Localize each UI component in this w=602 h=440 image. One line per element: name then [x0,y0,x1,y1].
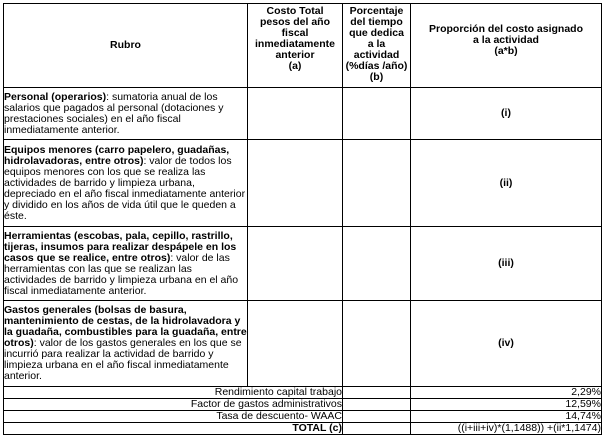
summary-blank [343,423,411,435]
header-costo-total [248,4,343,88]
summary-blank [343,399,411,411]
summary-blank [343,411,411,423]
row-description [4,227,248,301]
table-row [4,227,602,301]
summary-row [4,399,602,411]
row-text: : valor de las herramientas con las que se realizan las actividades de barrido y limpieza urbana en el año fiscal inmediatamente anterior. [4,251,239,297]
header-proporcion-line: Proporción del costo asignado [428,23,584,35]
summary-blank [343,387,411,399]
header-rubro: Rubro [4,4,248,88]
row-text: : valor de todos los equipos menores con los que se realiza las actividades de barrido y limpieza urbana, depreciado en el año fiscal inmediatamente anterior y dividido en los años de vida útil que le queden a éste. [4,154,246,222]
summary-label: Tasa de descuento- WAAC [4,411,343,423]
header-costo-line: anterior [275,49,315,61]
cell-costo-total [248,88,343,140]
row-title: Equipos menores (carro papelero, guadañas, hidrolavadoras, entre otros) [4,143,230,167]
cell-proporcion-mark: (iv) [411,301,602,387]
summary-label: Factor de gastos administrativos [4,399,343,411]
summary-label: Rendimiento capital trabajo [4,387,343,399]
total-row [4,423,602,435]
cell-costo-total [248,140,343,227]
header-proporcion-line: (a*b) [494,45,518,57]
total-label: TOTAL (c) [4,423,343,435]
row-description [4,301,248,387]
row-description [4,88,248,140]
header-row [4,4,602,88]
header-costo-line: inmediatamente [255,38,335,50]
header-costo-line: Costo Total [266,5,324,17]
header-porcentaje [343,4,411,88]
header-porcentaje-line: a la [367,38,386,50]
table-row [4,301,602,387]
header-costo-line: pesos del año [259,16,331,28]
cell-proporcion-mark: (ii) [411,140,602,227]
cell-porcentaje [343,301,411,387]
row-description [4,140,248,227]
header-porcentaje-line: Porcentaje [349,5,404,17]
summary-row [4,411,602,423]
cost-allocation-table [3,3,602,435]
summary-value: 12,59% [411,399,602,411]
row-title: Gastos generales (bolsas de basura, mantenimiento de cestas, de la hidrolavadora y la guadaña, combustibles para la guadaña, entre otros) [4,304,247,349]
row-text: : valor de los gastos generales en los que se incurrió para realizar la actividad de barrido y limpieza urbana en el año fiscal inmediatamente anterior. [4,337,242,382]
header-proporcion [411,4,602,88]
cell-costo-total [248,227,343,301]
cell-proporcion-mark: (i) [411,88,602,140]
summary-value: 2,29% [411,387,602,399]
cell-costo-total [248,301,343,387]
header-costo-line: (a) [288,60,302,72]
row-title: Personal (operarios) [4,90,107,103]
header-porcentaje-line: del tiempo [350,16,403,28]
header-porcentaje-line: actividad [353,49,400,61]
header-porcentaje-line: que dedica [349,27,404,39]
row-title: Herramientas (escobas, pala, cepillo, rastrillo, tijeras, insumos para realizar despápele en los casos que se realice, entre otros) [4,229,237,264]
cell-porcentaje [343,227,411,301]
summary-value: 14,74% [411,411,602,423]
total-formula: ((i+iii+iv)*(1,1488)) +(ii*1,1474) [411,423,602,435]
cell-porcentaje [343,88,411,140]
table-row [4,88,602,140]
cell-porcentaje [343,140,411,227]
row-text: : sumatoria anual de los salarios que pagados al personal (dotaciones y prestaciones sociales) en el año fiscal inmediatamente anterior. [4,90,224,136]
header-proporcion-line: a la actividad [473,34,539,46]
header-porcentaje-line: (b) [369,71,384,83]
header-costo-line: fiscal [281,27,309,39]
table-row [4,140,602,227]
header-porcentaje-line: (%días /año) [345,60,408,72]
summary-row [4,387,602,399]
cell-proporcion-mark: (iii) [411,227,602,301]
